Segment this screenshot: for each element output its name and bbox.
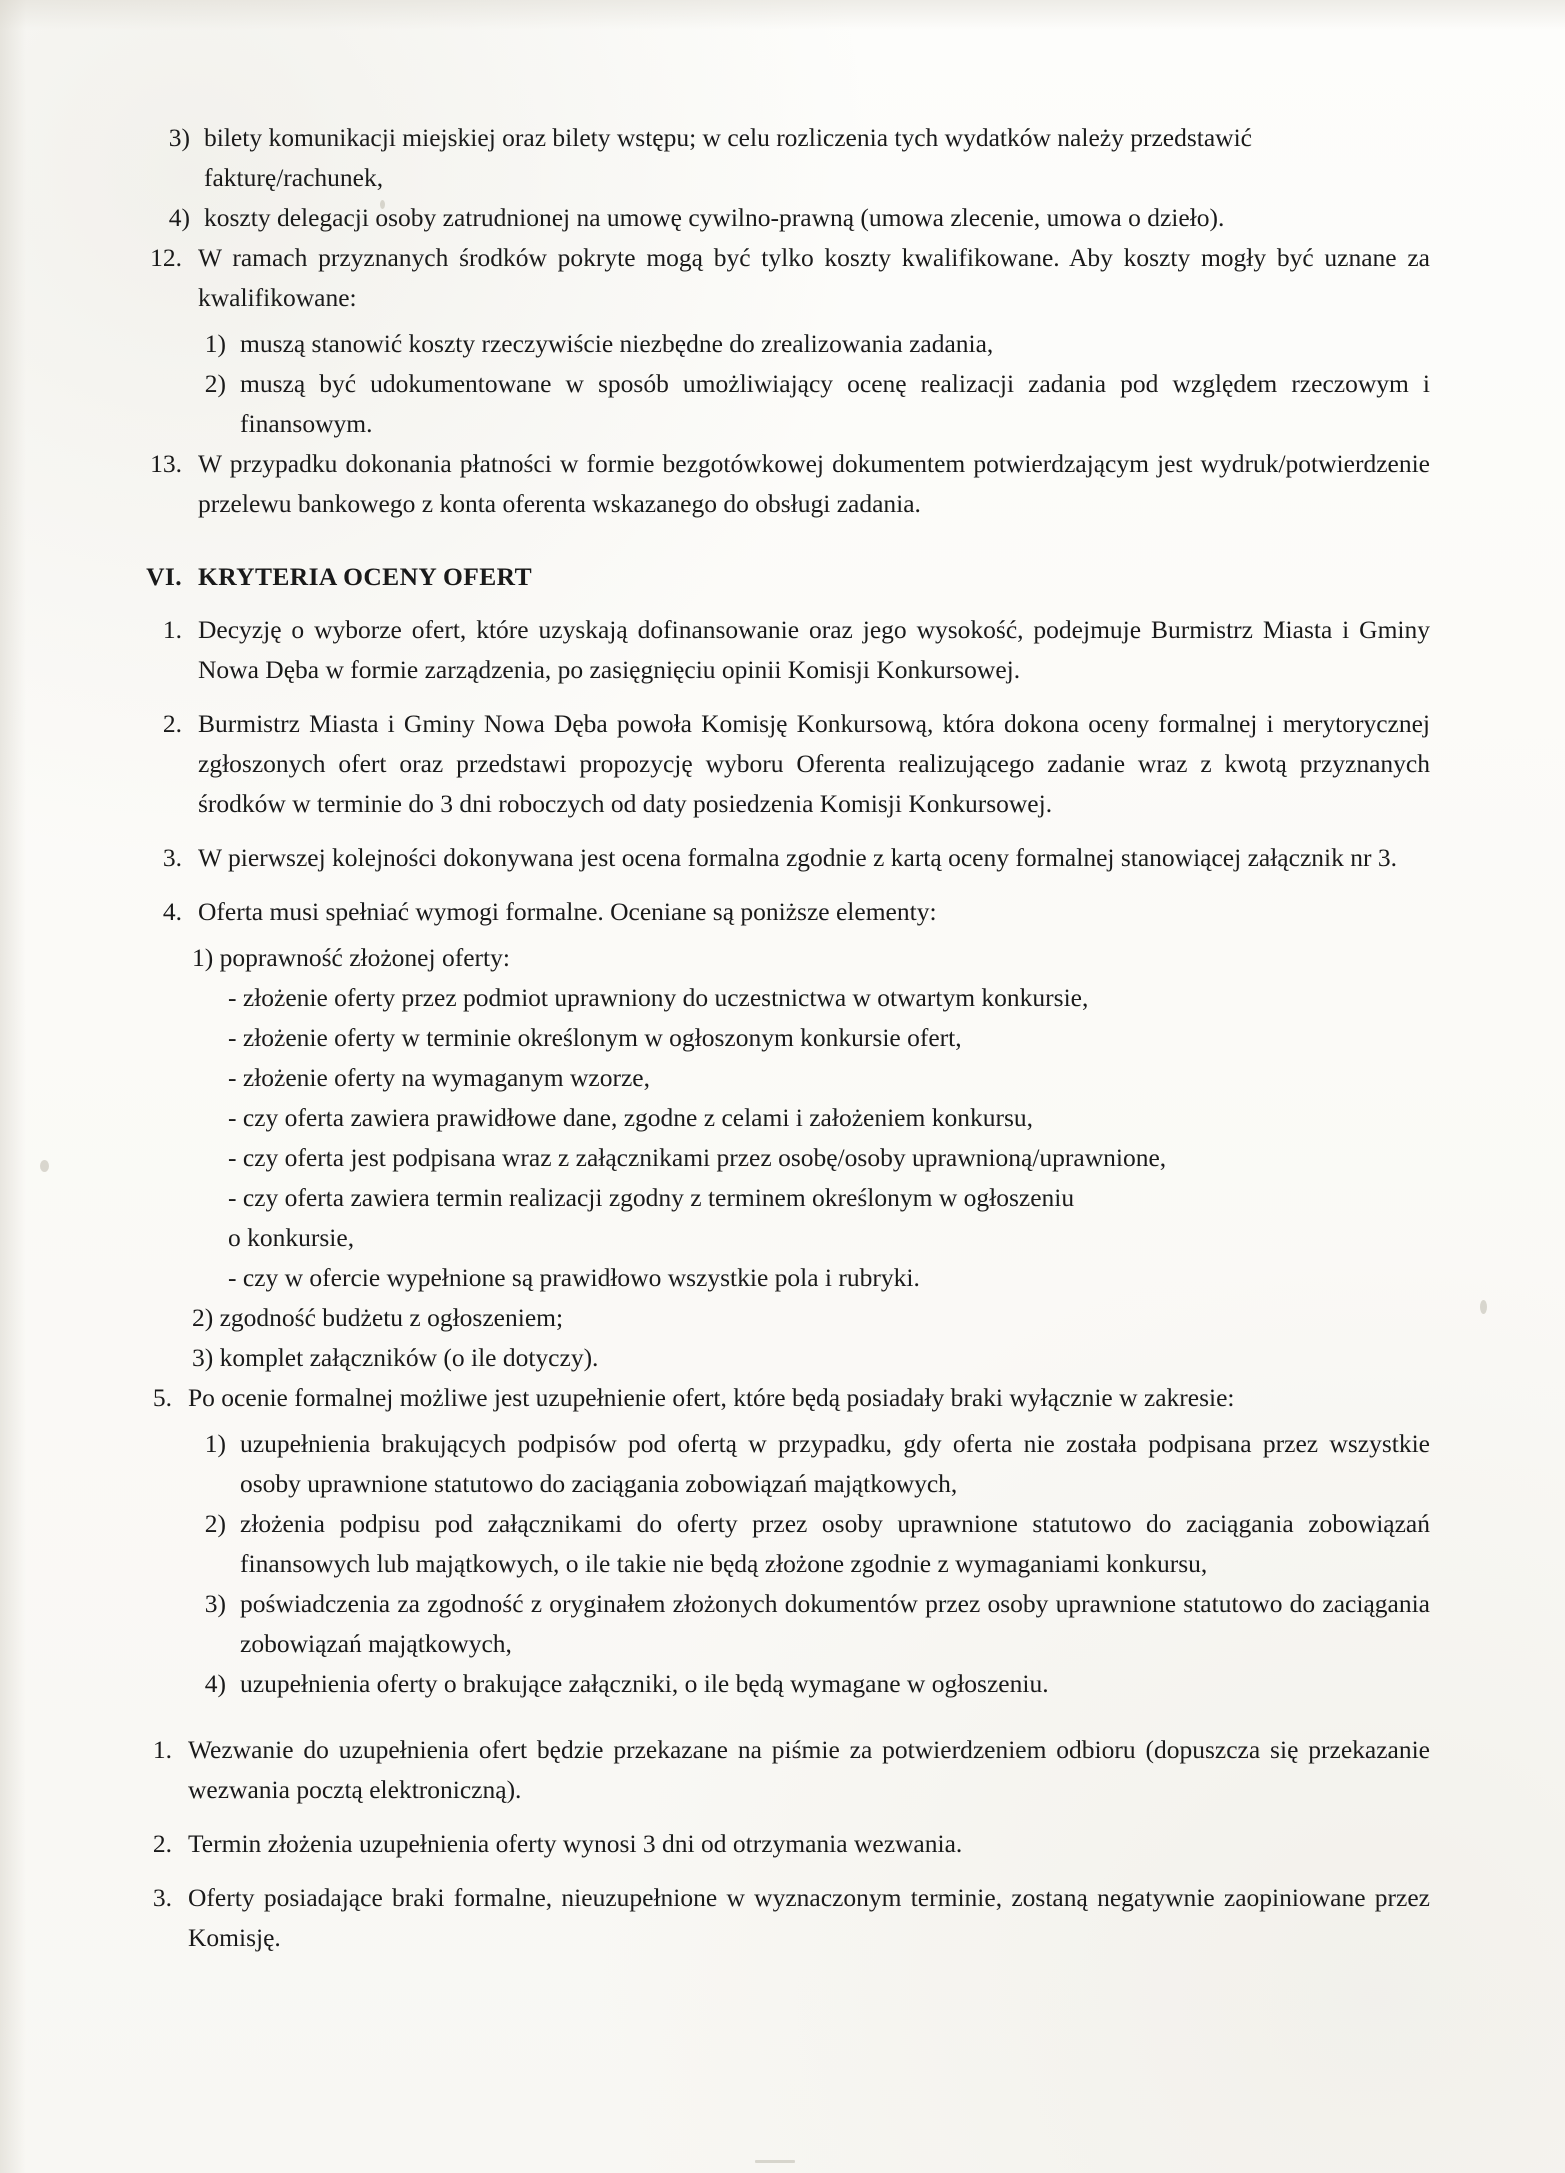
list-item [110, 1878, 1430, 1958]
list-item [120, 838, 1430, 878]
list-item [192, 364, 1430, 444]
list-item [192, 1664, 1430, 1704]
list-item-marker: 3. [162, 843, 182, 872]
list-item: - złożenie oferty przez podmiot uprawniony do uczestnictwa w otwartym konkursie, [228, 983, 1089, 1012]
section-heading [120, 558, 1430, 596]
list-item-text: bilety komunikacji miejskiej oraz bilety wstępu; w celu rozliczenia tych wydatków należy przedstawić fakturę/rachunek, [204, 123, 1252, 192]
list-item [192, 324, 1430, 364]
document-body [120, 118, 1430, 1958]
list-item-text: W przypadku dokonania płatności w formie bezgotówkowej dokumentem potwierdzającym jest wydruk/potwierdzenie przelewu bankowego z konta oferenta wskazanego do obsługi zadania. [198, 449, 1430, 518]
list-item-text: Burmistrz Miasta i Gminy Nowa Dęba powoła Komisję Konkursową, która dokona oceny formalnej i merytorycznej zgłoszonych ofert oraz przedstawi propozycję wyboru Oferenta realizującego zadanie wraz z kwotą przyznanych środków w terminie do 3 dni roboczych od daty posiedzenia Komisji Konkursowej. [198, 709, 1430, 818]
section-title: KRYTERIA OCENY OFERT [198, 562, 532, 591]
list-item-marker: 1) [204, 1429, 226, 1458]
list-item-marker: 1. [152, 1735, 172, 1764]
list-item-marker: 4) [168, 203, 190, 232]
list-item-marker: 2) [204, 369, 226, 398]
list-item [110, 1378, 1430, 1418]
list-item [120, 610, 1430, 690]
list-item-marker: 3) [168, 123, 190, 152]
list-item [120, 238, 1430, 318]
list-item-marker: 12. [150, 243, 182, 272]
list-item [156, 118, 1430, 198]
list-item-text: koszty delegacji osoby zatrudnionej na umowę cywilno-prawną (umowa zlecenie, umowa o dzieło). [204, 203, 1225, 232]
section-number: VI. [146, 562, 182, 591]
scan-speck [40, 1160, 49, 1172]
list-item-text: Po ocenie formalnej możliwe jest uzupełnienie ofert, które będą posiadały braki wyłącznie w zakresie: [188, 1383, 1235, 1412]
list-item-marker: 4. [162, 897, 182, 926]
list-item [120, 444, 1430, 524]
list-item-text: Oferta musi spełniać wymogi formalne. Oceniane są poniższe elementy: [198, 897, 937, 926]
list-item-marker: 5. [152, 1383, 172, 1412]
list-item-marker: 2. [152, 1829, 172, 1858]
list-item-marker: 1) [204, 329, 226, 358]
list-item [110, 1824, 1430, 1864]
list-item-marker: 2) [204, 1509, 226, 1538]
list-item-marker: 13. [150, 449, 182, 478]
list-item: - złożenie oferty w terminie określonym w ogłoszonym konkursie ofert, [228, 1023, 962, 1052]
list-item-text: W pierwszej kolejności dokonywana jest ocena formalna zgodnie z kartą oceny formalnej stanowiącej załącznik nr 3. [198, 843, 1397, 872]
page-edge-shadow-left [0, 0, 26, 2173]
list-item [192, 1504, 1430, 1584]
list-item [192, 1424, 1430, 1504]
list-item: - czy oferta zawiera termin realizacji zgodny z terminem określonym w ogłoszeniu [228, 1183, 1075, 1212]
page-edge-shadow-top [0, 0, 1565, 30]
list-item-marker: 3. [152, 1883, 172, 1912]
list-item-marker: 1. [162, 615, 182, 644]
list-item-text: muszą być udokumentowane w sposób umożliwiający ocenę realizacji zadania pod względem rzeczowym i finansowym. [240, 369, 1430, 438]
scan-speck [755, 2160, 795, 2163]
list-item [156, 198, 1430, 238]
list-item: - czy w ofercie wypełnione są prawidłowo wszystkie pola i rubryki. [228, 1263, 920, 1292]
list-item: 3) komplet załączników (o ile dotyczy). [192, 1343, 599, 1372]
list-item-text: muszą stanowić koszty rzeczywiście niezbędne do zrealizowania zadania, [240, 329, 994, 358]
list-item-text: Wezwanie do uzupełnienia ofert będzie przekazane na piśmie za potwierdzeniem odbioru (dopuszcza się przekazanie wezwania pocztą elektroniczną). [188, 1735, 1430, 1804]
list-item-continuation: o konkursie, [228, 1223, 355, 1252]
list-item: - czy oferta zawiera prawidłowe dane, zgodne z celami i założeniem konkursu, [228, 1103, 1033, 1132]
list-item [120, 704, 1430, 824]
list-item [120, 892, 1430, 932]
scan-speck [1480, 1300, 1487, 1314]
list-item-text: poświadczenia za zgodność z oryginałem złożonych dokumentów przez osoby uprawnione statutowo do zaciągania zobowiązań majątkowych, [240, 1589, 1430, 1658]
list-item-marker: 2. [162, 709, 182, 738]
list-item-text: uzupełnienia brakujących podpisów pod ofertą w przypadku, gdy oferta nie została podpisana przez wszystkie osoby uprawnione statutowo do zaciągania zobowiązań majątkowych, [240, 1429, 1430, 1498]
list-item-text: uzupełnienia oferty o brakujące załączniki, o ile będą wymagane w ogłoszeniu. [240, 1669, 1049, 1698]
list-item: - złożenie oferty na wymaganym wzorze, [228, 1063, 650, 1092]
list-item: 2) zgodność budżetu z ogłoszeniem; [192, 1303, 564, 1332]
list-item-text: W ramach przyznanych środków pokryte mogą być tylko koszty kwalifikowane. Aby koszty mogły być uznane za kwalifikowane: [198, 243, 1430, 312]
list-item [110, 1730, 1430, 1810]
list-item-marker: 3) [204, 1589, 226, 1618]
list-item-text: Oferty posiadające braki formalne, nieuzupełnione w wyznaczonym terminie, zostaną negatywnie zaopiniowane przez Komisję. [188, 1883, 1430, 1952]
list-item-text: złożenia podpisu pod załącznikami do oferty przez osoby uprawnione statutowo do zaciągania zobowiązań finansowych lub majątkowych, o ile takie nie będą złożone zgodnie z wymaganiami konkursu, [240, 1509, 1430, 1578]
list-item-marker: 4) [204, 1669, 226, 1698]
list-item-text: Termin złożenia uzupełnienia oferty wynosi 3 dni od otrzymania wezwania. [188, 1829, 963, 1858]
list-item: - czy oferta jest podpisana wraz z załącznikami przez osobę/osoby uprawnioną/uprawnione, [228, 1143, 1167, 1172]
list-item-text: Decyzję o wyborze ofert, które uzyskają dofinansowanie oraz jego wysokość, podejmuje Burmistrz Miasta i Gminy Nowa Dęba w formie zarządzenia, po zasięgnięciu opinii Komisji Konkursowej. [198, 615, 1430, 684]
list-item: 1) poprawność złożonej oferty: [192, 943, 510, 972]
list-item [192, 1584, 1430, 1664]
